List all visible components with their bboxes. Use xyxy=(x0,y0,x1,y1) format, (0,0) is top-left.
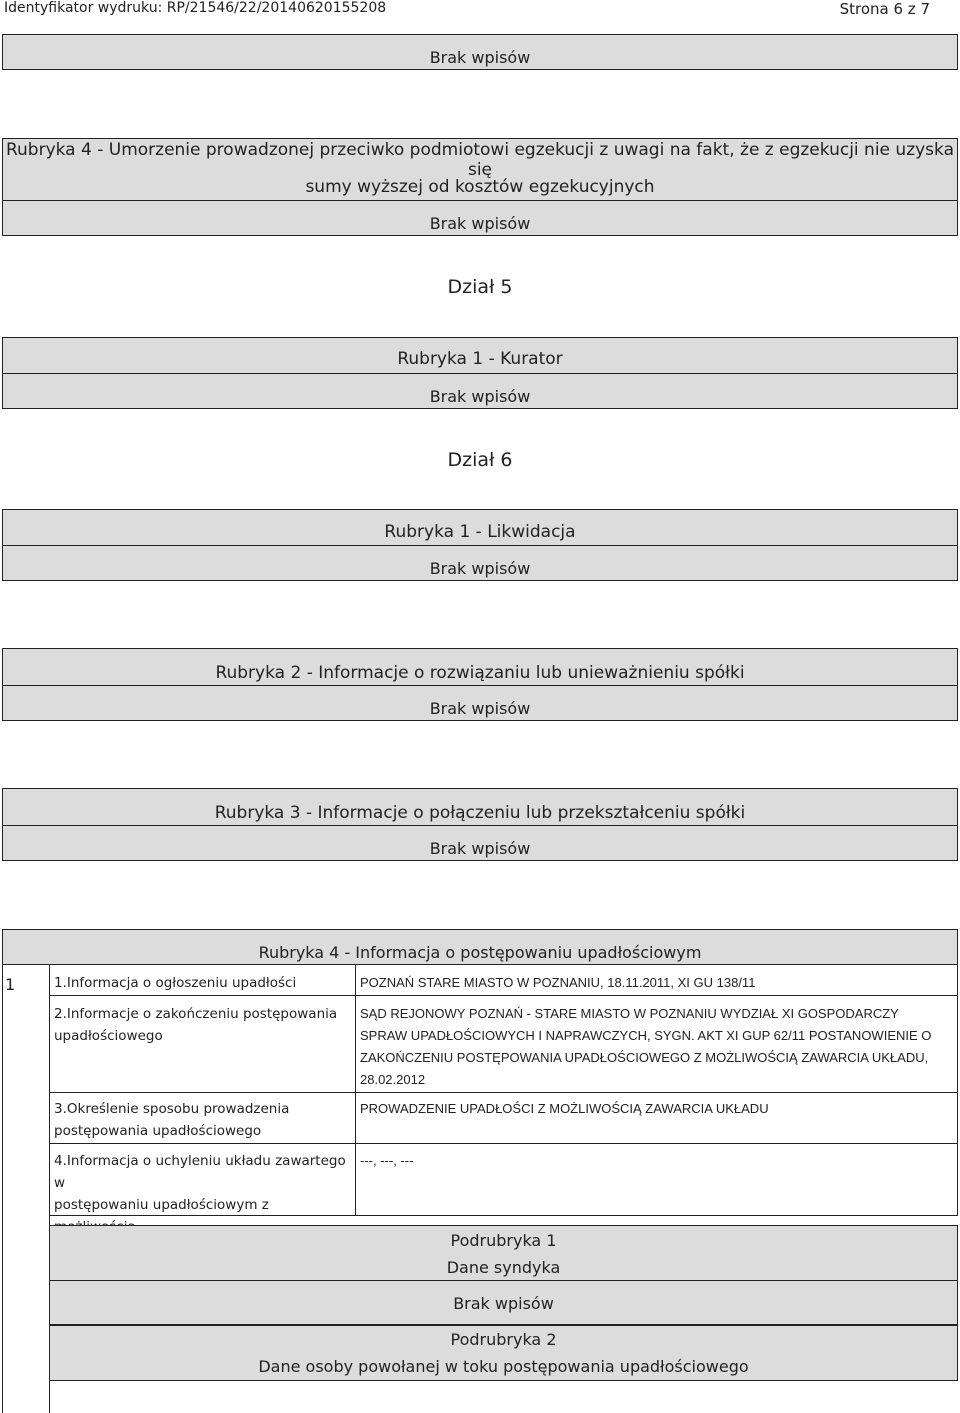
rubryka-umorzenie-line1: Rubryka 4 - Umorzenie prowadzonej przeciwko podmiotowi egzekucji z uwagi na fakt, że z egzekucji nie uzyska się xyxy=(5,140,955,180)
empty-entry-text: Brak wpisów xyxy=(453,1293,554,1313)
empty-entry-text: Brak wpisów xyxy=(429,213,531,233)
empty-entry-text: Brak wpisów xyxy=(429,838,531,858)
label-line: 2.Informacje o zakończeniu postępowania xyxy=(54,1006,338,1022)
empty-entry-text: Brak wpisów xyxy=(429,558,531,578)
label-line: postępowaniu upadłościowym z xyxy=(54,1197,269,1213)
value-line: ---, ---, --- xyxy=(360,1153,414,1168)
divider xyxy=(2,545,958,546)
label-line: 1.Informacja o ogłoszeniu upadłości xyxy=(54,975,297,991)
table-row-value xyxy=(356,1098,956,1120)
rubryka-umorzenie-line2: sumy wyższej od kosztów egzekucyjnych xyxy=(305,177,655,197)
section-title-dzial-5: Dział 5 xyxy=(447,276,513,298)
divider xyxy=(2,200,958,201)
divider xyxy=(2,685,958,686)
value-line: 28.02.2012 xyxy=(360,1072,426,1087)
table-right-border xyxy=(957,965,958,1215)
divider xyxy=(2,825,958,826)
table-row-divider xyxy=(49,1143,958,1144)
table-left-border xyxy=(2,965,3,1413)
podrubryka-2-subtitle: Dane osoby powołanej w toku postępowania upadłościowego xyxy=(258,1356,749,1376)
rubryka-rozwiazanie-title: Rubryka 2 - Informacje o rozwiązaniu lub unieważnieniu spółki xyxy=(215,663,745,683)
label-line: 3.Określenie sposobu prowadzenia xyxy=(54,1101,290,1117)
empty-entry-text: Brak wpisów xyxy=(429,47,531,67)
table-row-value xyxy=(356,972,956,994)
table-row-value xyxy=(356,1003,956,1091)
empty-entry-text: Brak wpisów xyxy=(429,386,531,406)
rubryka-polaczenie-title: Rubryka 3 - Informacje o połączeniu lub przekształceniu spółki xyxy=(214,803,746,823)
rubryka-upadlosc-title: Rubryka 4 - Informacja o postępowaniu upadłościowym xyxy=(258,942,702,962)
podrubryka-2-title: Podrubryka 2 xyxy=(450,1329,557,1349)
value-line: PROWADZENIE UPADŁOŚCI Z MOŻLIWOŚCIĄ ZAWARCIA UKŁADU xyxy=(360,1101,769,1116)
table-row-label xyxy=(50,1003,354,1047)
table-row-divider xyxy=(49,1092,958,1093)
value-line: SĄD REJONOWY POZNAŃ - STARE MIASTO W POZNANIU WYDZIAŁ XI GOSPODARCZY xyxy=(360,1006,899,1021)
rubryka-likwidacja-title: Rubryka 1 - Likwidacja xyxy=(384,522,576,542)
label-line: upadłościowego xyxy=(54,1028,163,1044)
label-line: postępowania upadłościowego xyxy=(54,1123,262,1139)
podrubryka-1-subtitle: Dane syndyka xyxy=(446,1257,561,1277)
table-row-label xyxy=(50,972,354,994)
table-row-divider xyxy=(49,995,958,996)
table-row-label xyxy=(50,1098,354,1142)
divider xyxy=(49,1280,958,1281)
page-number: Strona 6 z 7 xyxy=(839,0,930,18)
value-line: POZNAŃ STARE MIASTO W POZNANIU, 18.11.2011, XI GU 138/11 xyxy=(360,975,756,990)
entry-number: 1 xyxy=(5,975,16,994)
rubryka-kurator-title: Rubryka 1 - Kurator xyxy=(397,349,563,369)
label-line: 4.Informacja o uchyleniu układu zawartego w xyxy=(54,1153,346,1191)
table-row-value xyxy=(356,1150,956,1172)
section-title-dzial-6: Dział 6 xyxy=(447,449,513,471)
value-line: ZAKOŃCZENIU POSTĘPOWANIA UPADŁOŚCIOWEGO Z MOŻLIWOŚCIĄ ZAWARCIA UKŁADU, xyxy=(360,1050,929,1065)
divider xyxy=(2,373,958,374)
print-identifier: Identyfikator wydruku: RP/21546/22/20140620155208 xyxy=(4,0,387,16)
value-line: SPRAW UPADŁOŚCIOWYCH I NAPRAWCZYCH, SYGN. AKT XI GUP 62/11 POSTANOWIENIE O xyxy=(360,1028,932,1043)
empty-entry-text: Brak wpisów xyxy=(429,698,531,718)
podrubryka-1-title: Podrubryka 1 xyxy=(450,1230,557,1250)
